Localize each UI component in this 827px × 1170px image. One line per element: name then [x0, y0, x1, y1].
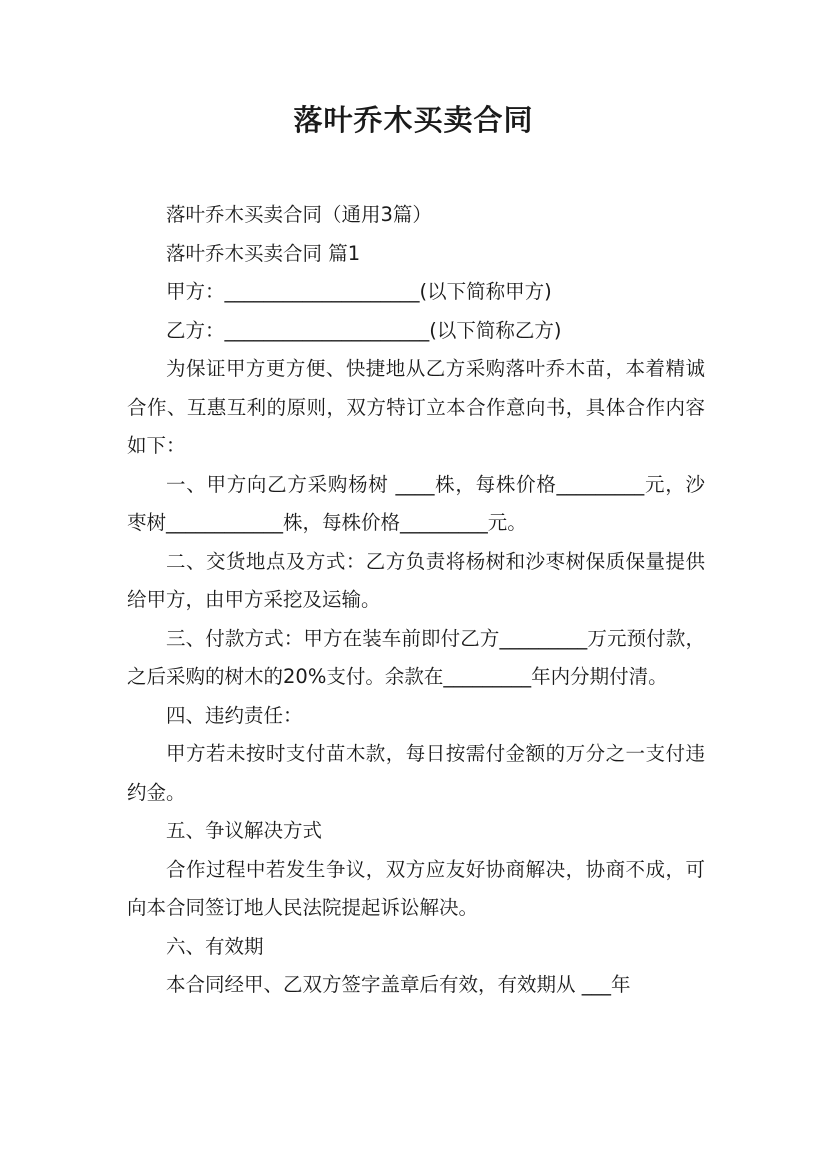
paragraph-clause-3: 三、付款方式：甲方在装车前即付乙方_________万元预付款，之后采购的树木的20%支付。余款在_________年内分期付清。	[127, 626, 705, 688]
paragraph-clause-6-body: 本合同经甲、乙双方签字盖章后有效，有效期从 ___年	[166, 973, 631, 996]
paragraph-clause-6-heading: 六、有效期	[166, 934, 264, 958]
paragraph-subtitle: 落叶乔木买卖合同（通用3篇）	[166, 203, 432, 226]
paragraph-preamble: 为保证甲方更方便、快捷地从乙方采购落叶乔木苗，本着精诚合作、互惠互利的原则，双方特订立本合作意向书，具体合作内容如下：	[127, 357, 705, 457]
paragraph-clause-4-body: 甲方若未按时支付苗木款，每日按需付金额的万分之一支付违约金。	[127, 742, 705, 804]
paragraph-clause-5-body: 合作过程中若发生争议，双方应友好协商解决，协商不成，可向本合同签订地人民法院提起诉讼解决。	[127, 857, 705, 919]
paragraph-clause-4-heading: 四、违约责任：	[166, 703, 303, 727]
paragraph-clause-5-heading: 五、争议解决方式	[166, 819, 323, 842]
paragraph-section-heading: 落叶乔木买卖合同 篇1	[166, 241, 361, 265]
document-title: 落叶乔木买卖合同	[293, 103, 534, 137]
paragraph-party-a: 甲方：____________________(以下简称甲方)	[166, 280, 552, 303]
paragraph-party-b: 乙方：_____________________(以下简称乙方)	[166, 318, 562, 342]
paragraph-clause-2: 二、交货地点及方式：乙方负责将杨树和沙枣树保质保量提供给甲方，由甲方采挖及运输。	[127, 549, 705, 611]
document-body	[127, 196, 705, 1005]
paragraph-clause-1: 一、甲方向乙方采购杨树 ____株，每株价格_________元，沙枣树____________株，每株价格_________元。	[127, 472, 705, 534]
